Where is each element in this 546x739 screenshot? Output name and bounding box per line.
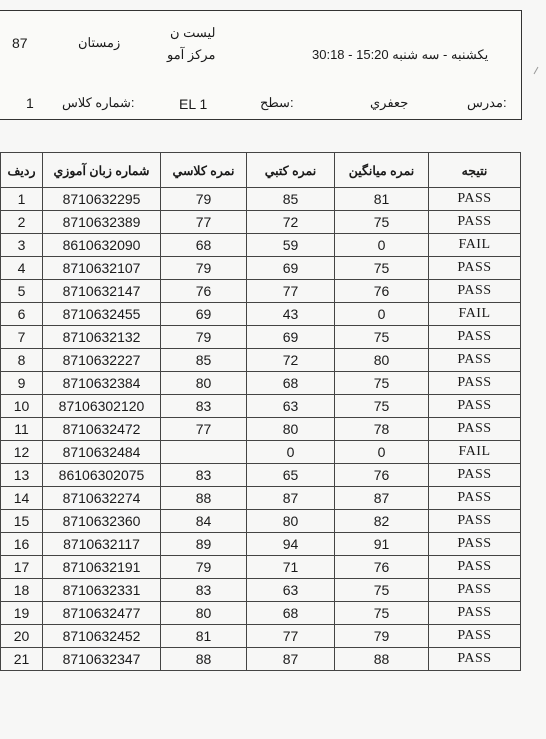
class-grade-cell: 80	[161, 372, 247, 395]
written-grade-cell: 87	[247, 648, 335, 671]
result-cell: PASS	[429, 533, 521, 556]
written-grade-cell: 63	[247, 579, 335, 602]
table-row	[1, 257, 521, 280]
row-number-cell: 3	[1, 234, 43, 257]
result-cell: PASS	[429, 280, 521, 303]
average-grade-cell: 76	[335, 280, 429, 303]
class-grade-cell: 83	[161, 579, 247, 602]
table-row	[1, 349, 521, 372]
row-number-cell: 8	[1, 349, 43, 372]
col-header-average: نمره ميانگين	[335, 153, 429, 188]
written-grade-cell: 68	[247, 372, 335, 395]
result-cell: FAIL	[429, 234, 521, 257]
class-grade-cell: 76	[161, 280, 247, 303]
class-number-value: 1	[26, 95, 34, 111]
col-header-class-grade: نمره كلاسي	[161, 153, 247, 188]
table-row	[1, 211, 521, 234]
class-grade-cell: 83	[161, 395, 247, 418]
written-grade-cell: 63	[247, 395, 335, 418]
table-row	[1, 395, 521, 418]
average-grade-cell: 76	[335, 464, 429, 487]
average-grade-cell: 75	[335, 211, 429, 234]
result-cell: FAIL	[429, 303, 521, 326]
written-grade-cell: 94	[247, 533, 335, 556]
row-number-cell: 18	[1, 579, 43, 602]
student-id-cell: 8710632360	[43, 510, 161, 533]
result-cell: PASS	[429, 418, 521, 441]
class-grade-cell: 79	[161, 188, 247, 211]
result-cell: PASS	[429, 372, 521, 395]
result-cell: PASS	[429, 257, 521, 280]
table-row	[1, 464, 521, 487]
class-grade-cell: 89	[161, 533, 247, 556]
result-cell: FAIL	[429, 441, 521, 464]
class-grade-cell: 88	[161, 648, 247, 671]
col-header-result: نتيجه	[429, 153, 521, 188]
written-grade-cell: 72	[247, 349, 335, 372]
class-grade-cell: 77	[161, 418, 247, 441]
result-cell: PASS	[429, 349, 521, 372]
result-cell: PASS	[429, 648, 521, 671]
student-count: 87	[12, 35, 28, 51]
class-schedule: يكشنبه - سه شنبه 15:20 - 30:18	[312, 47, 489, 62]
average-grade-cell: 75	[335, 602, 429, 625]
table-row	[1, 648, 521, 671]
result-cell: PASS	[429, 326, 521, 349]
table-row	[1, 418, 521, 441]
result-cell: PASS	[429, 625, 521, 648]
table-row	[1, 487, 521, 510]
student-id-cell: 8710632274	[43, 487, 161, 510]
result-cell: PASS	[429, 464, 521, 487]
student-id-cell: 87106302120	[43, 395, 161, 418]
row-number-cell: 19	[1, 602, 43, 625]
table-row	[1, 579, 521, 602]
result-cell: PASS	[429, 579, 521, 602]
written-grade-cell: 69	[247, 257, 335, 280]
row-number-cell: 21	[1, 648, 43, 671]
row-number-cell: 12	[1, 441, 43, 464]
table-row	[1, 556, 521, 579]
teacher-label: مدرس:	[467, 95, 507, 110]
result-cell: PASS	[429, 602, 521, 625]
row-number-cell: 13	[1, 464, 43, 487]
average-grade-cell: 75	[335, 372, 429, 395]
table-row	[1, 303, 521, 326]
row-number-cell: 9	[1, 372, 43, 395]
student-id-cell: 8710632331	[43, 579, 161, 602]
student-id-cell: 8710632147	[43, 280, 161, 303]
table-row	[1, 280, 521, 303]
average-grade-cell: 78	[335, 418, 429, 441]
term-label: زمستان	[78, 35, 121, 50]
written-grade-cell: 80	[247, 418, 335, 441]
center-name-fragment: مركز آمو	[167, 47, 216, 62]
average-grade-cell: 81	[335, 188, 429, 211]
written-grade-cell: 77	[247, 280, 335, 303]
level-value: EL 1	[179, 96, 208, 112]
class-grade-cell: 79	[161, 556, 247, 579]
student-id-cell: 8710632455	[43, 303, 161, 326]
row-number-cell: 11	[1, 418, 43, 441]
student-id-cell: 8710632107	[43, 257, 161, 280]
teacher-name: جعفري	[370, 95, 409, 110]
average-grade-cell: 75	[335, 395, 429, 418]
student-id-cell: 8710632389	[43, 211, 161, 234]
class-grade-cell: 69	[161, 303, 247, 326]
written-grade-cell: 43	[247, 303, 335, 326]
scan-artifact	[534, 67, 539, 74]
written-grade-cell: 87	[247, 487, 335, 510]
average-grade-cell: 88	[335, 648, 429, 671]
written-grade-cell: 0	[247, 441, 335, 464]
class-grade-cell: 84	[161, 510, 247, 533]
class-grade-cell: 79	[161, 326, 247, 349]
list-title-fragment: ليست ن	[170, 25, 216, 40]
col-header-written-grade: نمره كتبي	[247, 153, 335, 188]
written-grade-cell: 59	[247, 234, 335, 257]
result-cell: PASS	[429, 510, 521, 533]
student-id-cell: 8710632191	[43, 556, 161, 579]
average-grade-cell: 82	[335, 510, 429, 533]
student-id-cell: 8710632384	[43, 372, 161, 395]
table-row	[1, 602, 521, 625]
student-id-cell: 8710632227	[43, 349, 161, 372]
table-header-row	[1, 153, 521, 188]
class-grade-cell: 68	[161, 234, 247, 257]
class-grade-cell: 83	[161, 464, 247, 487]
student-id-cell: 8710632477	[43, 602, 161, 625]
average-grade-cell: 75	[335, 326, 429, 349]
row-number-cell: 6	[1, 303, 43, 326]
row-number-cell: 4	[1, 257, 43, 280]
average-grade-cell: 79	[335, 625, 429, 648]
result-cell: PASS	[429, 395, 521, 418]
written-grade-cell: 71	[247, 556, 335, 579]
student-id-cell: 8710632347	[43, 648, 161, 671]
class-grade-cell	[161, 441, 247, 464]
student-id-cell: 8710632472	[43, 418, 161, 441]
average-grade-cell: 75	[335, 257, 429, 280]
col-header-row-number: رديف	[1, 153, 43, 188]
class-grade-cell: 88	[161, 487, 247, 510]
written-grade-cell: 69	[247, 326, 335, 349]
student-id-cell: 8710632132	[43, 326, 161, 349]
row-number-cell: 14	[1, 487, 43, 510]
class-grade-cell: 79	[161, 257, 247, 280]
table-row	[1, 372, 521, 395]
row-number-cell: 17	[1, 556, 43, 579]
table-row	[1, 625, 521, 648]
student-id-cell: 8710632452	[43, 625, 161, 648]
table-row	[1, 510, 521, 533]
class-grade-cell: 81	[161, 625, 247, 648]
row-number-cell: 5	[1, 280, 43, 303]
row-number-cell: 15	[1, 510, 43, 533]
row-number-cell: 1	[1, 188, 43, 211]
class-grade-cell: 80	[161, 602, 247, 625]
result-cell: PASS	[429, 211, 521, 234]
student-id-cell: 8710632117	[43, 533, 161, 556]
written-grade-cell: 80	[247, 510, 335, 533]
average-grade-cell: 76	[335, 556, 429, 579]
written-grade-cell: 72	[247, 211, 335, 234]
level-label: سطح:	[260, 95, 294, 110]
row-number-cell: 16	[1, 533, 43, 556]
class-info-header	[0, 10, 522, 120]
student-id-cell: 86106302075	[43, 464, 161, 487]
result-cell: PASS	[429, 188, 521, 211]
student-id-cell: 8710632484	[43, 441, 161, 464]
average-grade-cell: 80	[335, 349, 429, 372]
table-row	[1, 441, 521, 464]
row-number-cell: 20	[1, 625, 43, 648]
result-cell: PASS	[429, 487, 521, 510]
grades-table	[0, 152, 521, 671]
table-row	[1, 533, 521, 556]
written-grade-cell: 77	[247, 625, 335, 648]
average-grade-cell: 0	[335, 303, 429, 326]
written-grade-cell: 68	[247, 602, 335, 625]
average-grade-cell: 87	[335, 487, 429, 510]
row-number-cell: 10	[1, 395, 43, 418]
col-header-student-id: شماره زبان آموزي	[43, 153, 161, 188]
table-row	[1, 234, 521, 257]
class-grade-cell: 85	[161, 349, 247, 372]
result-cell: PASS	[429, 556, 521, 579]
average-grade-cell: 0	[335, 234, 429, 257]
average-grade-cell: 0	[335, 441, 429, 464]
row-number-cell: 2	[1, 211, 43, 234]
class-number-label: شماره كلاس:	[62, 95, 135, 110]
written-grade-cell: 65	[247, 464, 335, 487]
row-number-cell: 7	[1, 326, 43, 349]
table-row	[1, 188, 521, 211]
average-grade-cell: 91	[335, 533, 429, 556]
class-grade-cell: 77	[161, 211, 247, 234]
table-row	[1, 326, 521, 349]
student-id-cell: 8610632090	[43, 234, 161, 257]
written-grade-cell: 85	[247, 188, 335, 211]
student-id-cell: 8710632295	[43, 188, 161, 211]
average-grade-cell: 75	[335, 579, 429, 602]
